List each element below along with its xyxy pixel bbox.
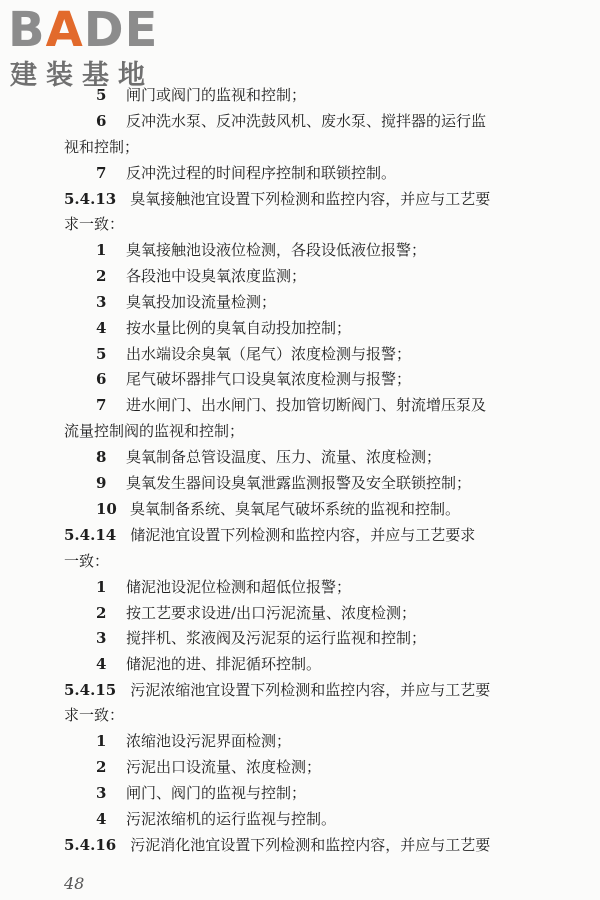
list-item (96, 575, 351, 599)
logo-brand-a: A (45, 2, 84, 58)
list-item (96, 367, 411, 391)
line-text: 搅拌机、浆液阀及污泥泵的运行监视和控制； (126, 629, 427, 647)
line-text: 臭氧制备系统、臭氧尾气破坏系统的监视和控制。 (130, 500, 461, 518)
line-text: 臭氧接触池设液位检测，各段设低液位报警； (126, 241, 427, 259)
list-item (96, 342, 411, 366)
item-number: 3 (96, 293, 107, 311)
list-item (96, 445, 441, 469)
line-text: 储泥池的进、排泥循环控制。 (126, 655, 322, 673)
line-text: 臭氧投加设流量检测； (126, 293, 277, 311)
list-item (96, 601, 416, 625)
item-number: 6 (96, 112, 107, 130)
clause-number: 5.4.16 (64, 836, 117, 854)
item-number: 10 (96, 500, 117, 518)
list-item (96, 471, 471, 495)
clause-heading (64, 187, 490, 211)
continuation-line (64, 549, 109, 573)
item-number: 5 (96, 86, 107, 104)
item-number: 6 (96, 370, 107, 388)
item-number: 8 (96, 448, 107, 466)
line-text: 污泥浓缩池宜设置下列检测和监控内容，并应与工艺要 (130, 681, 491, 699)
clause-heading (64, 833, 490, 857)
list-item (96, 807, 336, 831)
item-number: 2 (96, 267, 107, 285)
list-item (96, 755, 321, 779)
item-number: 1 (96, 241, 107, 259)
list-item (96, 109, 486, 133)
list-item (96, 393, 486, 417)
line-text: 视和控制； (64, 138, 140, 156)
item-number: 7 (96, 164, 107, 182)
line-text: 储泥池设泥位检测和超低位报警； (126, 578, 352, 596)
item-number: 2 (96, 758, 107, 776)
page-number: 48 (64, 874, 85, 893)
item-number: 4 (96, 655, 107, 673)
item-number: 9 (96, 474, 107, 492)
line-text: 求一致： (64, 215, 125, 233)
line-text: 出水端设余臭氧（尾气）浓度检测与报警； (126, 345, 412, 363)
line-text: 浓缩池设污泥界面检测； (126, 732, 292, 750)
item-number: 5 (96, 345, 107, 363)
list-item (96, 316, 351, 340)
list-item (96, 497, 460, 521)
logo-brand-b: B (8, 2, 46, 58)
line-text: 反冲洗过程的时间程序控制和联锁控制。 (126, 164, 397, 182)
item-number: 1 (96, 578, 107, 596)
list-item (96, 290, 276, 314)
item-number: 7 (96, 396, 107, 414)
logo-brand (8, 4, 158, 56)
line-text: 进水闸门、出水闸门、投加管切断阀门、射流增压泵及 (126, 396, 487, 414)
line-text: 污泥浓缩机的运行监视与控制。 (126, 810, 337, 828)
logo-brand-de: DE (83, 2, 159, 58)
continuation-line (64, 135, 139, 159)
clause-number: 5.4.15 (64, 681, 117, 699)
continuation-line (64, 212, 124, 236)
line-text: 闸门或阀门的监视和控制； (126, 86, 307, 104)
list-item (96, 781, 306, 805)
continuation-line (64, 703, 124, 727)
line-text: 按水量比例的臭氧自动投加控制； (126, 319, 352, 337)
line-text: 臭氧制备总管设温度、压力、流量、浓度检测； (126, 448, 442, 466)
item-number: 3 (96, 629, 107, 647)
line-text: 反冲洗水泵、反冲洗鼓风机、废水泵、搅拌器的运行监 (126, 112, 487, 130)
line-text: 臭氧接触池宜设置下列检测和监控内容，并应与工艺要 (130, 190, 491, 208)
line-text: 储泥池宜设置下列检测和监控内容，并应与工艺要求 (130, 526, 476, 544)
item-number: 4 (96, 319, 107, 337)
line-text: 污泥消化池宜设置下列检测和监控内容，并应与工艺要 (130, 836, 491, 854)
logo-tagline: 建装基地 (10, 60, 154, 91)
list-item (96, 626, 426, 650)
clause-heading (64, 678, 490, 702)
item-number: 1 (96, 732, 107, 750)
item-number: 4 (96, 810, 107, 828)
item-number: 3 (96, 784, 107, 802)
list-item (96, 264, 306, 288)
line-text: 闸门、阀门的监视与控制； (126, 784, 307, 802)
list-item (96, 161, 396, 185)
item-number: 2 (96, 604, 107, 622)
continuation-line (64, 419, 244, 443)
line-text: 污泥出口设流量、浓度检测； (126, 758, 322, 776)
line-text: 尾气破坏器排气口设臭氧浓度检测与报警； (126, 370, 412, 388)
clause-number: 5.4.13 (64, 190, 117, 208)
list-item (96, 652, 321, 676)
line-text: 各段池中设臭氧浓度监测； (126, 267, 307, 285)
line-text: 一致： (64, 552, 110, 570)
line-text: 流量控制阀的监视和控制； (64, 422, 245, 440)
line-text: 求一致： (64, 706, 125, 724)
list-item (96, 238, 426, 262)
list-item (96, 729, 291, 753)
bade-watermark-logo (8, 4, 178, 99)
clause-number: 5.4.14 (64, 526, 117, 544)
clause-heading (64, 523, 475, 547)
line-text: 按工艺要求设进/出口污泥流量、浓度检测； (126, 604, 417, 622)
line-text: 臭氧发生器间设臭氧泄露监测报警及安全联锁控制； (126, 474, 472, 492)
